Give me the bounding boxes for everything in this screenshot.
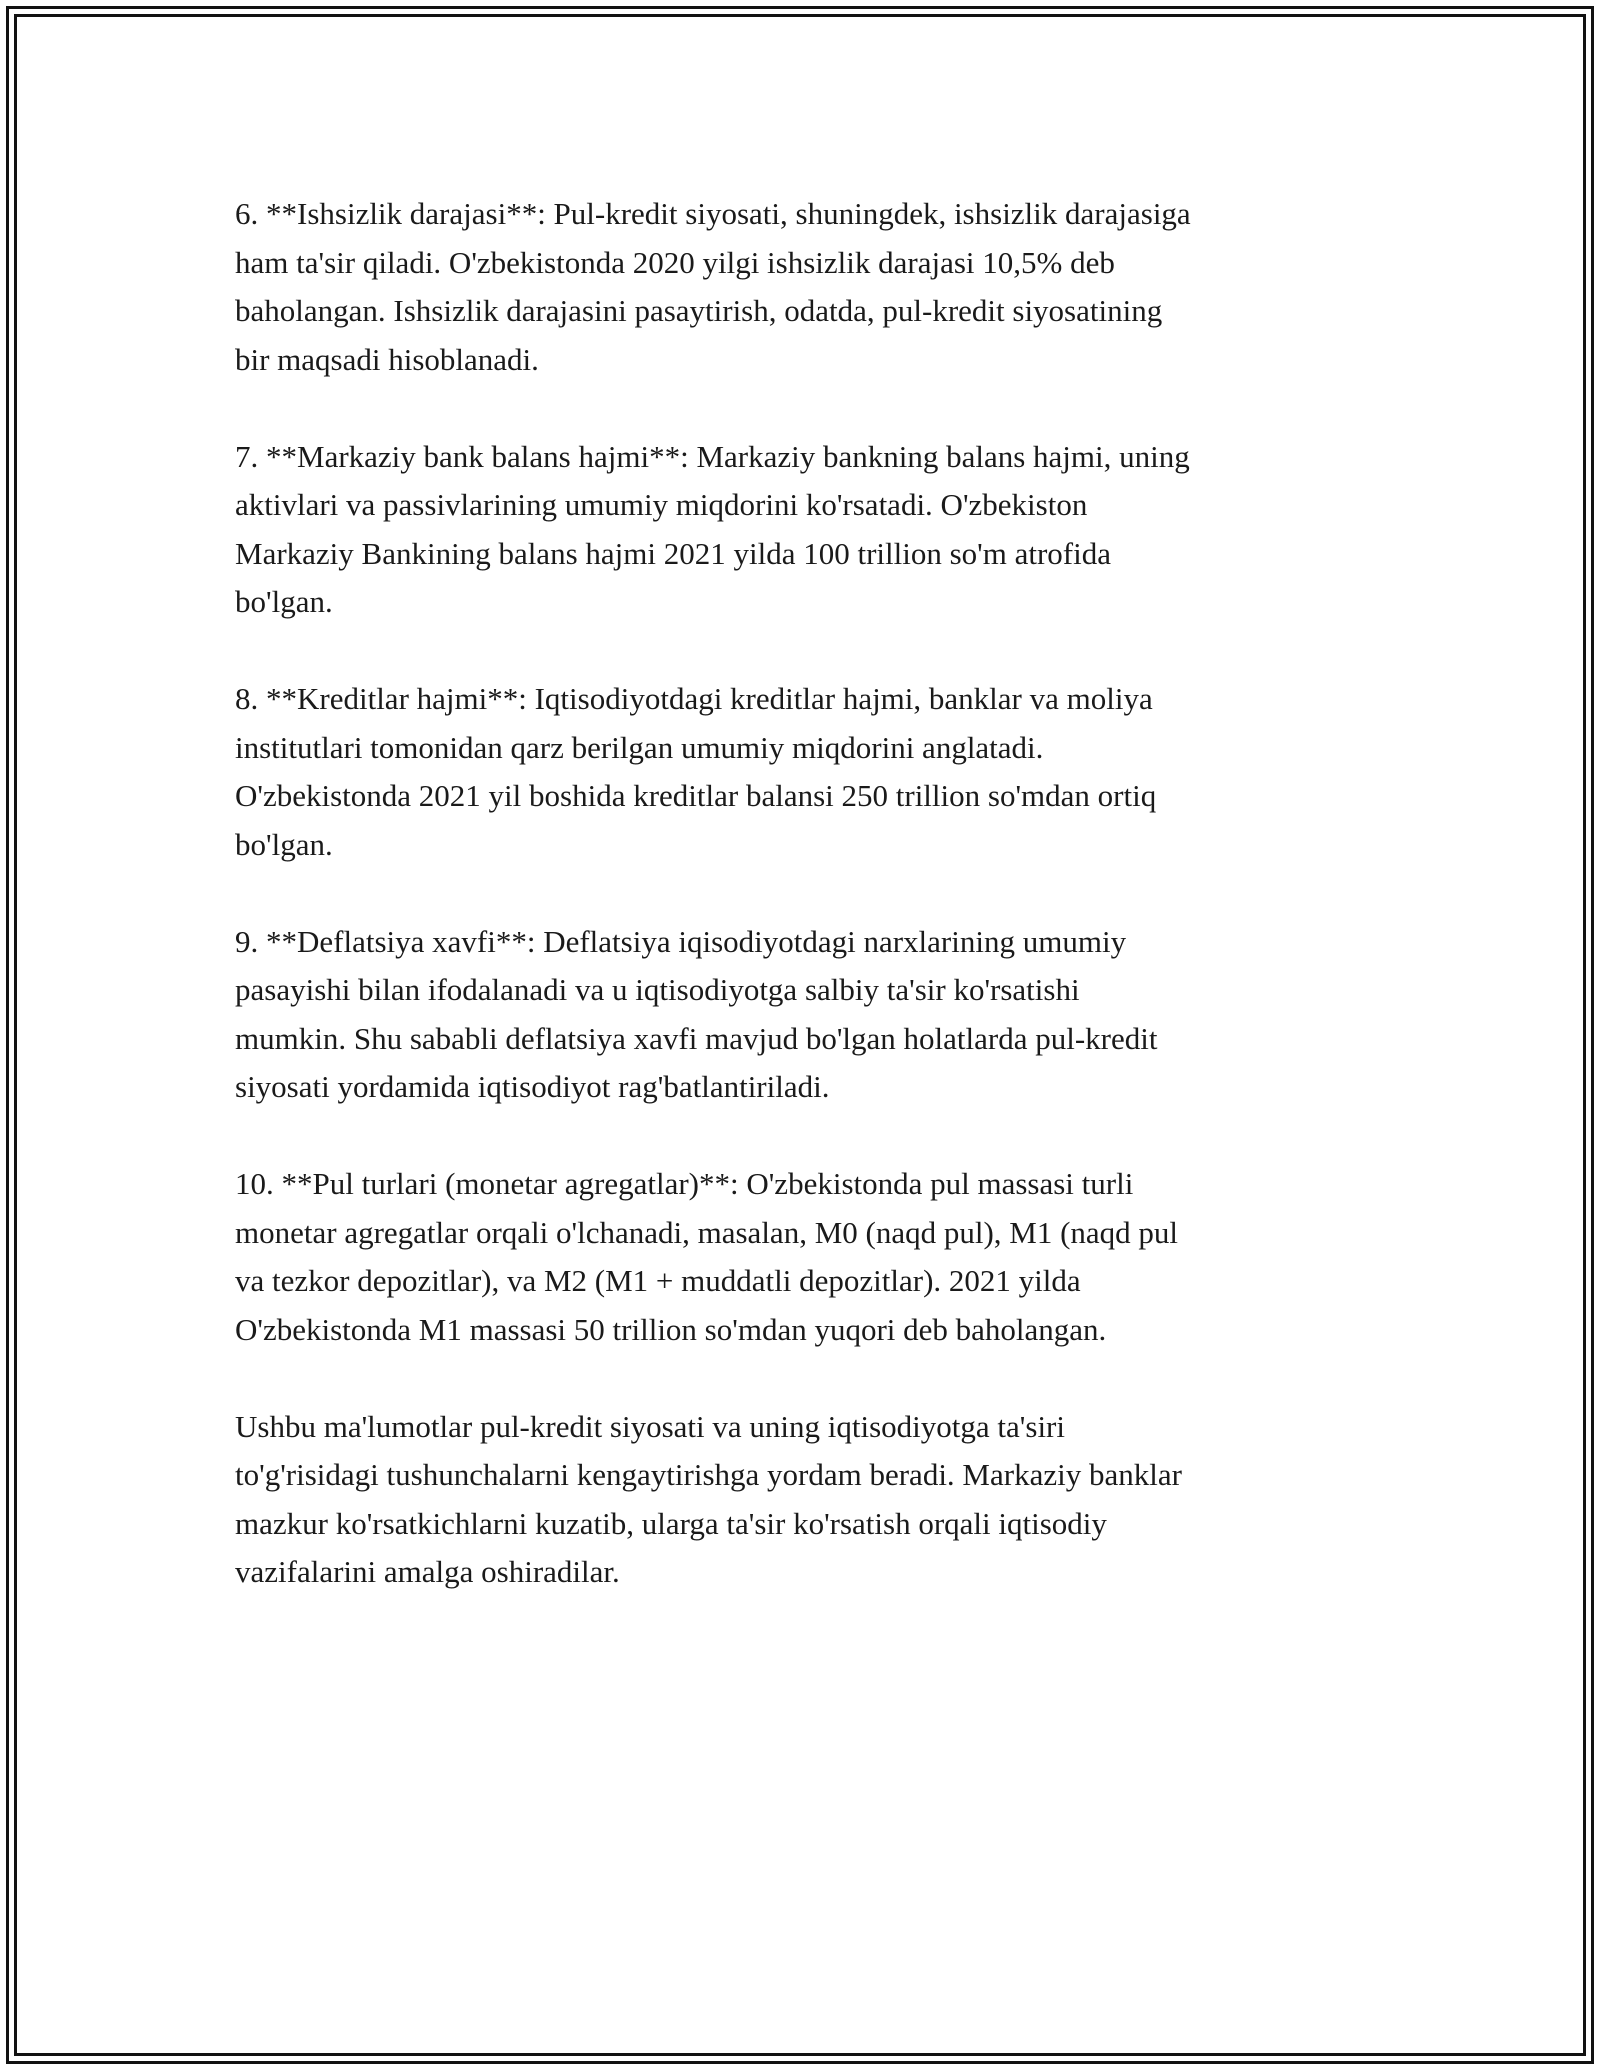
paragraph-central-bank-balance: 7. **Markaziy bank balans hajmi**: Markaziy bankning balans hajmi, uning aktivlari va passivlarining umumiy miqdorini ko'rsatadi. O'zbekiston Markaziy Bankining balans hajmi 2021 yilda 100 trillion so'm atrofida bo'lgan. — [235, 438, 1190, 619]
paragraph-deflation-risk: 9. **Deflatsiya xavfi**: Deflatsiya iqisodiyotdagi narxlarining umumiy pasayishi bilan ifodalanadi va u iqtisodiyotga salbiy ta'sir ko'rsatishi mumkin. Shu sababli deflatsiya xavfi mavjud bo'lgan holatlarda pul-kredit siyosati yordamida iqtisodiyot rag'batlantiriladi. — [235, 923, 1158, 1104]
paragraph-credit-volume: 8. **Kreditlar hajmi**: Iqtisodiyotdagi kreditlar hajmi, banklar va moliya institutlari tomonidan qarz berilgan umumiy miqdorini anglatadi. O'zbekistonda 2021 yil boshida kreditlar balansi 250 trillion so'mdan ortiq bo'lgan. — [235, 681, 1157, 862]
document-body — [235, 190, 1375, 1645]
paragraph-unemployment-rate: 6. **Ishsizlik darajasi**: Pul-kredit siyosati, shuningdek, ishsizlik darajasiga ham ta'sir qiladi. O'zbekistonda 2020 yilgi ishsizlik darajasi 10,5% deb baholangan. Ishsizlik darajasini pasaytirish, odatda, pul-kredit siyosatining bir maqsadi hisoblanadi. — [235, 196, 1191, 377]
paragraph-conclusion: Ushbu ma'lumotlar pul-kredit siyosati va uning iqtisodiyotga ta'siri to'g'risidagi tushunchalarni kengaytirishga yordam beradi. Markaziy banklar mazkur ko'rsatkichlarni kuzatib, ularga ta'sir ko'rsatish orqali iqtisodiy vazifalarini amalga oshiradilar. — [235, 1408, 1182, 1589]
paragraph-money-types: 10. **Pul turlari (monetar agregatlar)**: O'zbekistonda pul massasi turli monetar agregatlar orqali o'lchanadi, masalan, M0 (naqd pul), M1 (naqd pul va tezkor depozitlar), va M2 (M1 + muddatli depozitlar). 2021 yilda O'zbekistonda M1 massasi 50 trillion so'mdan yuqori deb baholangan. — [235, 1166, 1179, 1347]
